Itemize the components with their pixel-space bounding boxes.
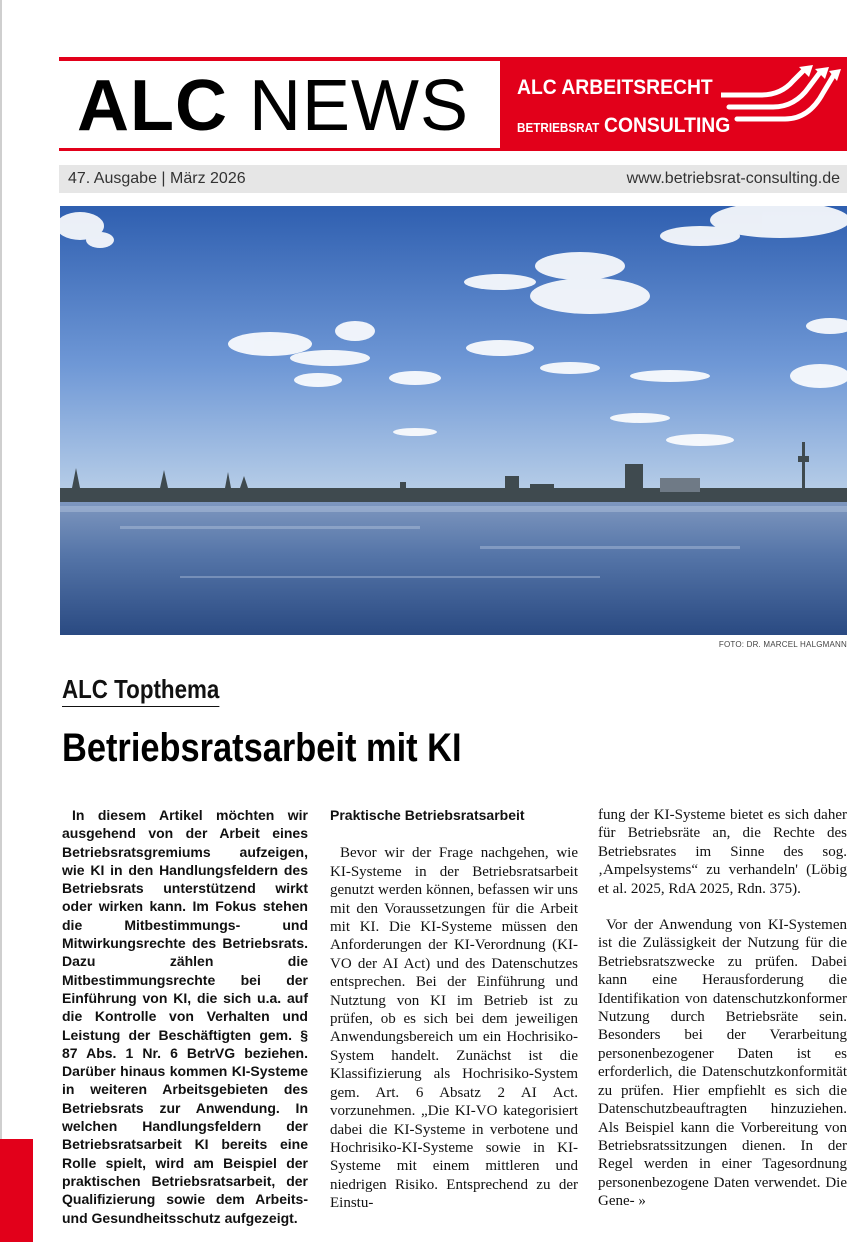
lead-paragraph: In diesem Artikel möchten wir ausgehend von der Arbeit eines Betriebsratsgremiums aufzeigen, wie KI in den Handlungsfeldern des Betriebsrats unterstützend wirkt oder wirken kann. Im Fokus stehen die Mitbestimmungs- und Mitwirkungsrechte des Betriebsrats. Dazu zählen die Mitbestimmungsrechte bei der Einführung von KI, die sich u.a. auf die Kontrolle von Verhalten und Leistung der Beschäftigten gem. § 87 Abs. 1 Nr. 6 BetrVG beziehen. Darüber hinaus kommen KI-Systeme in weiteren Arbeitsgebieten des Betriebsrats zur Anwendung. In welchen Handlungsfeldern der Betriebsratsarbeit KI bereits eine Rolle spielt, wird am Beispiel der praktischen Betriebsratsarbeit, der Qualifizierung sowie dem Arbeits- und Gesundheitsschutz aufgezeigt.: [62, 807, 308, 1226]
article-headline: Betriebsratsarbeit mit KI: [62, 726, 462, 770]
masthead-title-bold: ALC: [77, 66, 228, 146]
body-column-3: [598, 806, 847, 1211]
brand-line-2a: BETRIEBSRAT: [517, 120, 600, 135]
brand-logo-box: [500, 57, 847, 151]
brand-line-1: ALC ARBEITSRECHT: [517, 76, 713, 99]
masthead-title-light: NEWS: [249, 66, 469, 146]
body-paragraph-1: Bevor wir der Frage nachgehen, wie KI-Systeme in der Betriebsratsarbeit genutzt werden können, befassen wir uns mit den Voraussetzungen für die Arbeit mit KI. Die KI-Systeme müssen den Anforderungen der KI-Verordnung (KI-VO der AI Act) und des Datenschutzes entsprechen. Bei der Einführung und Nutztung von KI im Betrieb ist zu prüfen, ob es sich bei dem jeweiligen Anwendungsbereich um ein Hochrisiko-System handelt. Zunächst ist die Klassifizierung als Hochrisiko-System gem. Art. 6 Absatz 2 AI Act. vorzunehmen. „Die KI-VO kategorisiert dabei die KI-Systeme in verbotene und Hochrisiko-KI-Systeme sowie in KI-Systeme mit einem mittleren und niedrigen Risiko. Entsprechend zu der Einstu-: [330, 845, 578, 1212]
lead-column: [62, 806, 308, 1227]
section-subheading: Praktische Betriebsratsarbeit: [330, 807, 525, 823]
website-link[interactable]: www.betriebsrat-consulting.de: [626, 170, 840, 187]
section-kicker: ALC Topthema: [62, 674, 219, 707]
masthead-title: [77, 65, 469, 147]
body-paragraph-2: fung der KI-Systeme bietet es sich daher für Betriebsräte an, die Rechte des Betriebsrates im Sinne des sog. ‚Ampelsystems“ zu verhandeln' (Löbig et al. 2025, RdA 2025, Rdn. 375).: [598, 807, 847, 897]
page-edge: [0, 0, 2, 1242]
cover-photo: [60, 206, 847, 635]
masthead-bottom-rule: [59, 148, 502, 151]
body-paragraph-3: Vor der Anwendung von KI-Systemen ist die Zulässigkeit der Nutzung für die Betriebsratszwecke zu prüfen. Dabei kann eine Herausforderung die Identifikation von datenschutzkonformer Nutzung durch Betriebsräte sein. Besonders bei der Verarbeitung personenbezogener Daten ist es erforderlich, die Datenschutzkonformität zu prüfen. Hier empfiehlt es sich die Datenschutzbeauftragten hinzuziehen. Als Beispiel kann die Vorbereitung von Betriebsratssitzungen dienen. In der Regel werden in einer Tagesordnung personenbezogene Daten verwendet. Die Gene- »: [598, 917, 847, 1210]
issue-info-bar: [59, 165, 847, 193]
brand-line-2b: CONSULTING: [604, 114, 731, 137]
brand-swoosh-arrows-icon: [721, 65, 841, 137]
photo-credit: FOTO: DR. MARCEL HALGMANN: [718, 640, 847, 649]
page-accent-bar: [0, 1139, 33, 1242]
masthead: [59, 57, 847, 154]
masthead-top-rule: [59, 57, 502, 61]
body-column-2: [330, 806, 578, 1213]
issue-label: 47. Ausgabe | März 2026: [68, 170, 246, 187]
